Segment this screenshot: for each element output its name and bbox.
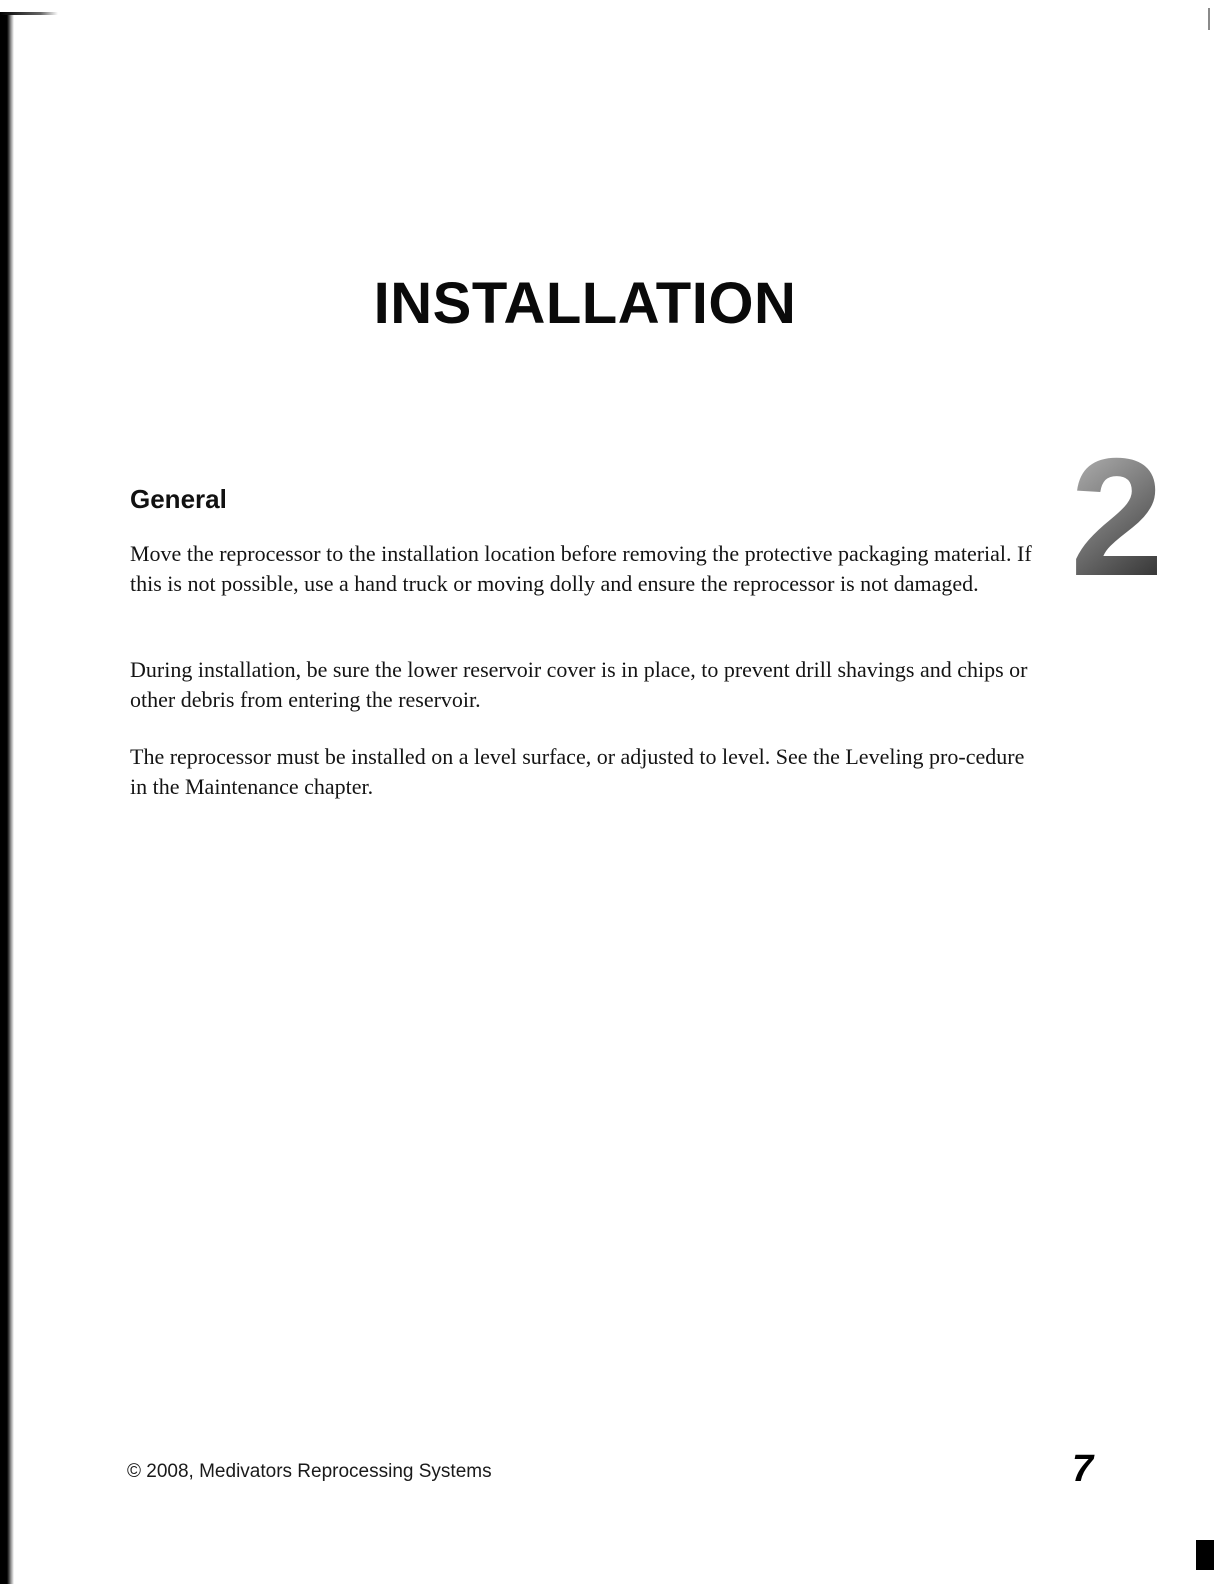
paragraph-move-reprocessor: Move the reprocessor to the installation location before removing the protective packaging material. If this is not possible, use a hand truck or moving dolly and ensure the reprocessor is not damaged.: [130, 541, 1032, 596]
scan-mark-bottom: [1196, 1540, 1214, 1570]
scan-mark-top: [1208, 8, 1210, 30]
footer-copyright: © 2008, Medivators Reprocessing Systems: [127, 1461, 492, 1482]
binding-edge-shadow: [0, 12, 14, 1584]
paragraph-reservoir-cover: During installation, be sure the lower reservoir cover is in place, to prevent drill shavings and chips or other debris from entering the reservoir.: [130, 657, 1028, 712]
page-number: 7: [1072, 1448, 1094, 1490]
chapter-number-badge: [1062, 438, 1172, 588]
chapter-number: 2: [1070, 438, 1164, 588]
chapter-number-graphic: [1062, 438, 1172, 588]
chapter-title: INSTALLATION: [373, 271, 797, 336]
binding-top-shadow: [0, 12, 58, 15]
section-heading: General: [130, 484, 227, 514]
paragraph-level-surface: The reprocessor must be installed on a level surface, or adjusted to level. See the Leveling pro-cedure in the Maintenance chapter.: [130, 744, 1025, 799]
